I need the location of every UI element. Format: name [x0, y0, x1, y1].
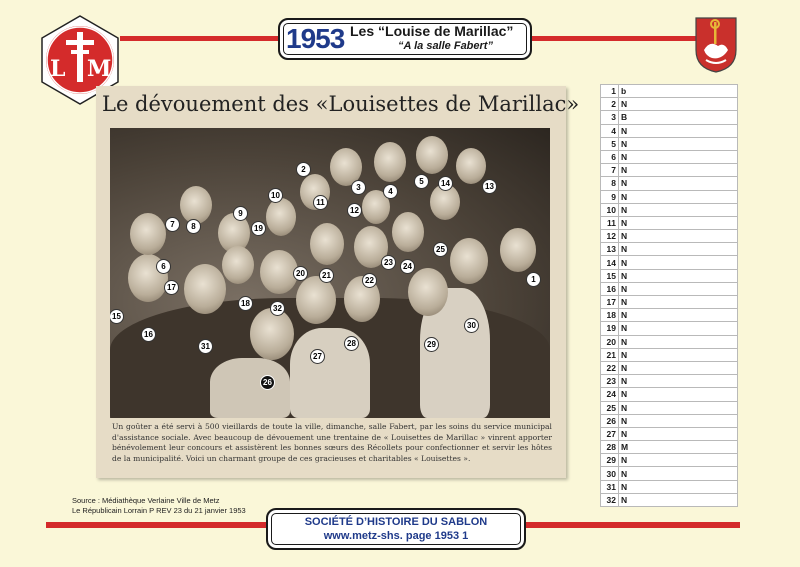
header-year: 1953: [286, 23, 345, 54]
photo-marker: 19: [251, 221, 266, 236]
photo-marker: 24: [400, 259, 415, 274]
photo-marker: 22: [362, 273, 377, 288]
list-row: [601, 454, 738, 467]
photo-marker: 30: [464, 318, 479, 333]
svg-text:L: L: [50, 56, 66, 82]
list-row-number: 29: [601, 454, 619, 467]
photo-marker: 28: [344, 336, 359, 351]
list-row-number: 22: [601, 361, 619, 374]
list-row: [601, 375, 738, 388]
list-row: [601, 124, 738, 137]
list-row-value: N: [619, 388, 738, 401]
list-row-value: N: [619, 335, 738, 348]
list-row-number: 23: [601, 375, 619, 388]
footer-website-page: www.metz-shs. page 1953 1: [323, 530, 469, 542]
header-title: Les “Louise de Marillac”: [350, 23, 514, 39]
list-row-number: 32: [601, 493, 619, 506]
list-row-number: 8: [601, 177, 619, 190]
identification-list: [600, 84, 738, 507]
list-row-number: 13: [601, 243, 619, 256]
list-row-number: 15: [601, 269, 619, 282]
photo-marker: 1: [526, 272, 541, 287]
photo-marker: 23: [381, 255, 396, 270]
list-row-value: N: [619, 296, 738, 309]
list-row-number: 21: [601, 348, 619, 361]
photo-marker: 5: [414, 174, 429, 189]
header-red-bar-right: [528, 36, 696, 41]
list-row: [601, 467, 738, 480]
list-row-value: N: [619, 493, 738, 506]
photo-marker: 6: [156, 259, 171, 274]
list-row-value: N: [619, 269, 738, 282]
list-row-value: N: [619, 401, 738, 414]
list-row-number: 28: [601, 441, 619, 454]
header-subtitle: “A la salle Fabert”: [398, 40, 493, 52]
list-row-value: N: [619, 124, 738, 137]
list-row-number: 7: [601, 164, 619, 177]
list-row-number: 18: [601, 309, 619, 322]
list-row-value: N: [619, 177, 738, 190]
source-line-2: Le Républicain Lorrain P REV 23 du 21 janvier 1953: [72, 506, 246, 515]
photo-marker: 29: [424, 337, 439, 352]
list-row: [601, 322, 738, 335]
list-row: [601, 150, 738, 163]
list-row-number: 24: [601, 388, 619, 401]
list-row-value: N: [619, 98, 738, 111]
list-row-number: 16: [601, 282, 619, 295]
list-row-value: N: [619, 137, 738, 150]
list-row-value: N: [619, 216, 738, 229]
photo-marker: 7: [165, 217, 180, 232]
list-row-value: N: [619, 150, 738, 163]
list-row-value: N: [619, 480, 738, 493]
list-row: [601, 493, 738, 506]
group-photo: [110, 128, 550, 418]
newspaper-clipping: [96, 86, 580, 478]
list-row: [601, 309, 738, 322]
list-row-value: B: [619, 111, 738, 124]
source-credit: [72, 496, 246, 516]
list-row-value: N: [619, 427, 738, 440]
list-row-value: N: [619, 309, 738, 322]
list-row: [601, 401, 738, 414]
list-row-number: 2: [601, 98, 619, 111]
photo-marker: 16: [141, 327, 156, 342]
list-row-value: N: [619, 243, 738, 256]
list-row-value: N: [619, 454, 738, 467]
footer-red-bar-left: [46, 522, 268, 528]
list-row-value: N: [619, 230, 738, 243]
photo-marker: 21: [319, 268, 334, 283]
list-row: [601, 190, 738, 203]
photo-marker: 31: [198, 339, 213, 354]
list-row-value: N: [619, 164, 738, 177]
list-row: [601, 137, 738, 150]
list-row-number: 1: [601, 85, 619, 98]
photo-marker: 11: [313, 195, 328, 210]
list-row: [601, 388, 738, 401]
source-line-1: Source : Médiathèque Verlaine Ville de Metz: [72, 496, 220, 505]
list-row-number: 27: [601, 427, 619, 440]
list-row-number: 17: [601, 296, 619, 309]
list-row-number: 14: [601, 256, 619, 269]
photo-marker: 32: [270, 301, 285, 316]
photo-marker: 26: [260, 375, 275, 390]
list-row: [601, 480, 738, 493]
list-row-value: N: [619, 467, 738, 480]
photo-marker: 9: [233, 206, 248, 221]
photo-marker: 10: [268, 188, 283, 203]
list-row-number: 5: [601, 137, 619, 150]
header-title-box: [278, 18, 532, 60]
list-row-number: 20: [601, 335, 619, 348]
list-row-value: N: [619, 256, 738, 269]
list-row-value: N: [619, 414, 738, 427]
list-row-number: 25: [601, 401, 619, 414]
list-row: [601, 177, 738, 190]
list-row-number: 30: [601, 467, 619, 480]
list-row-value: N: [619, 203, 738, 216]
list-row-value: N: [619, 322, 738, 335]
list-row: [601, 414, 738, 427]
list-row-value: b: [619, 85, 738, 98]
svg-text:M: M: [87, 56, 112, 82]
list-row: [601, 111, 738, 124]
list-row: [601, 441, 738, 454]
photo-marker: 25: [433, 242, 448, 257]
list-row-number: 11: [601, 216, 619, 229]
photo-marker: 20: [293, 266, 308, 281]
photo-marker: 27: [310, 349, 325, 364]
list-row: [601, 427, 738, 440]
list-row-value: N: [619, 361, 738, 374]
footer-society-name: SOCIÉTÉ D’HISTOIRE DU SABLON: [304, 516, 488, 528]
list-row-number: 31: [601, 480, 619, 493]
list-row-number: 3: [601, 111, 619, 124]
list-row: [601, 230, 738, 243]
list-row-number: 19: [601, 322, 619, 335]
list-row: [601, 335, 738, 348]
list-row-number: 9: [601, 190, 619, 203]
photo-marker: 4: [383, 184, 398, 199]
list-row: [601, 243, 738, 256]
list-row-value: N: [619, 190, 738, 203]
list-row: [601, 256, 738, 269]
footer-red-bar-right: [522, 522, 740, 528]
photo-marker: 14: [438, 176, 453, 191]
list-row: [601, 269, 738, 282]
list-row: [601, 98, 738, 111]
list-row-number: 26: [601, 414, 619, 427]
header-red-bar-left: [120, 36, 280, 41]
list-row: [601, 282, 738, 295]
photo-marker: 13: [482, 179, 497, 194]
list-row-value: N: [619, 282, 738, 295]
photo-marker: 17: [164, 280, 179, 295]
list-row-value: M: [619, 441, 738, 454]
photo-marker: 12: [347, 203, 362, 218]
list-row-number: 12: [601, 230, 619, 243]
list-row-number: 6: [601, 150, 619, 163]
photo-marker: 3: [351, 180, 366, 195]
photo-marker: 15: [110, 309, 124, 324]
footer-box: [266, 508, 526, 550]
list-row-value: N: [619, 348, 738, 361]
list-row-number: 4: [601, 124, 619, 137]
clipping-caption: Un goûter a été servi à 500 vieillards de toute la ville, dimanche, salle Fabert, par les soins du service municipal d'assistance sociale. Avec beaucoup de dévouement une trentaine de « Louisettes de Marillac » vinrent apporter bénévolement leur concours et assistèrent les bonnes sœurs des Récollets pour confectionner et servir les hôtes de la municipalité. Voici un charmant groupe de ces gracieuses et charitables « Louisettes ».: [112, 422, 552, 463]
coat-of-arms-icon: [694, 16, 738, 74]
list-row: [601, 348, 738, 361]
photo-marker: 2: [296, 162, 311, 177]
photo-marker: 8: [186, 219, 201, 234]
list-row-number: 10: [601, 203, 619, 216]
list-row: [601, 164, 738, 177]
list-row: [601, 216, 738, 229]
clipping-headline: Le dévouement des «Louisettes de Marillac»: [102, 92, 580, 116]
list-row: [601, 203, 738, 216]
list-row: [601, 296, 738, 309]
photo-marker: 18: [238, 296, 253, 311]
list-row: [601, 361, 738, 374]
list-row: [601, 85, 738, 98]
list-row-value: N: [619, 375, 738, 388]
